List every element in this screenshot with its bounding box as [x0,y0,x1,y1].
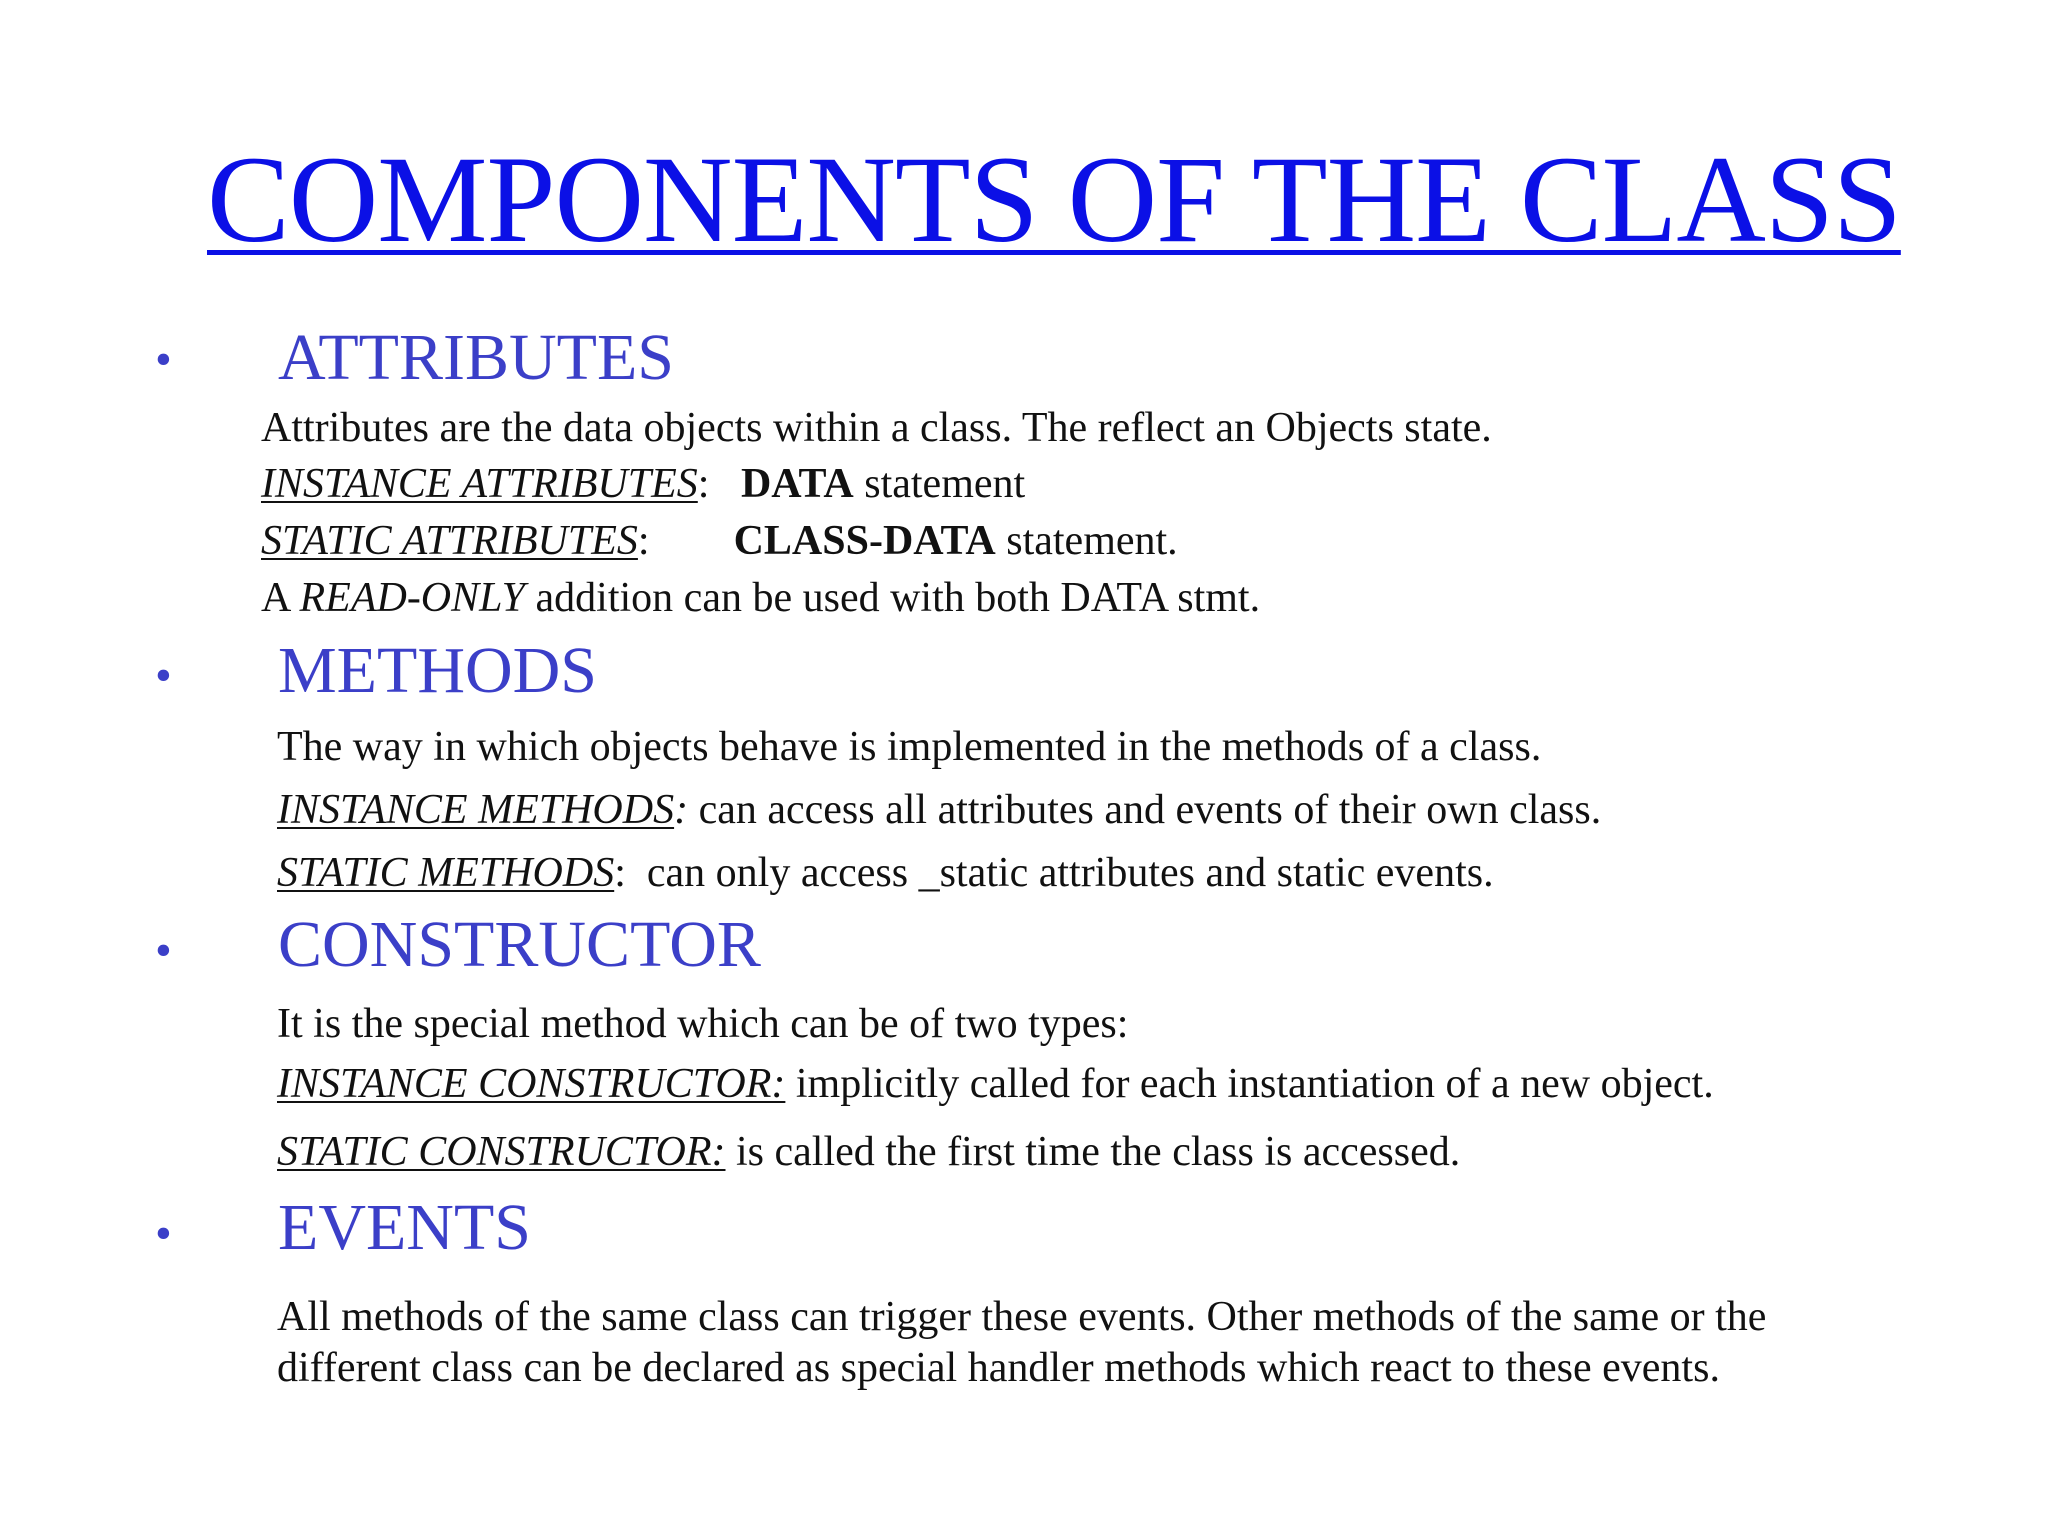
static-attributes-sep: : [637,518,734,564]
bullet-events: • [155,1207,172,1260]
static-methods-line [277,852,1494,894]
instance-attributes-label: INSTANCE ATTRIBUTES [261,461,698,507]
constructor-description: It is the special method which can be of two types: [277,1001,1129,1047]
heading-events: EVENTS [278,1191,531,1264]
instance-constructor-label: INSTANCE CONSTRUCTOR: [277,1061,786,1107]
bullet-methods: • [155,649,172,702]
static-methods-label: STATIC METHODS [277,850,615,896]
read-only-prefix: A [261,575,300,621]
instance-methods-rest: can access all attributes and events of their own class. [688,787,1602,833]
instance-attributes-line [261,463,1025,505]
static-constructor-label: STATIC CONSTRUCTOR: [277,1129,726,1175]
slide-title: COMPONENTS OF THE CLASS [207,131,1901,268]
read-only-line [261,577,1260,619]
instance-attributes-sep: : [697,461,741,507]
static-attributes-label: STATIC ATTRIBUTES [261,518,638,564]
instance-constructor-line [277,1063,1714,1105]
static-constructor-rest: is called the first time the class is accessed. [725,1129,1461,1175]
heading-constructor: CONSTRUCTOR [278,908,761,981]
methods-description: The way in which objects behave is implemented in the methods of a class. [277,724,1542,770]
bullet-attributes: • [155,333,172,386]
heading-attributes: ATTRIBUTES [278,321,674,394]
events-description: All methods of the same class can trigger these events. Other methods of the same or the different class can be declared as special handler methods which react to these events. [277,1294,1767,1391]
instance-methods-label: INSTANCE METHODS [277,787,675,833]
instance-constructor-rest: implicitly called for each instantiation of a new object. [785,1061,1714,1107]
data-keyword: DATA [740,461,854,507]
instance-attributes-rest: statement [853,461,1026,507]
heading-methods: METHODS [278,634,598,707]
instance-methods-line [277,789,1601,831]
class-data-keyword: CLASS-DATA [733,518,996,564]
static-methods-rest: can only access _static attributes and static events. [625,850,1494,896]
instance-methods-sep: : [674,787,689,833]
attributes-description: Attributes are the data objects within a class. The reflect an Objects state. [261,405,1492,451]
read-only-emph: READ-ONLY [299,575,526,621]
static-constructor-line [277,1131,1460,1173]
read-only-rest: addition can be used with both DATA stmt. [525,575,1261,621]
static-attributes-line [261,520,1178,562]
bullet-constructor: • [155,924,172,977]
static-attributes-rest: statement. [995,518,1178,564]
static-methods-sep: : [614,850,626,896]
